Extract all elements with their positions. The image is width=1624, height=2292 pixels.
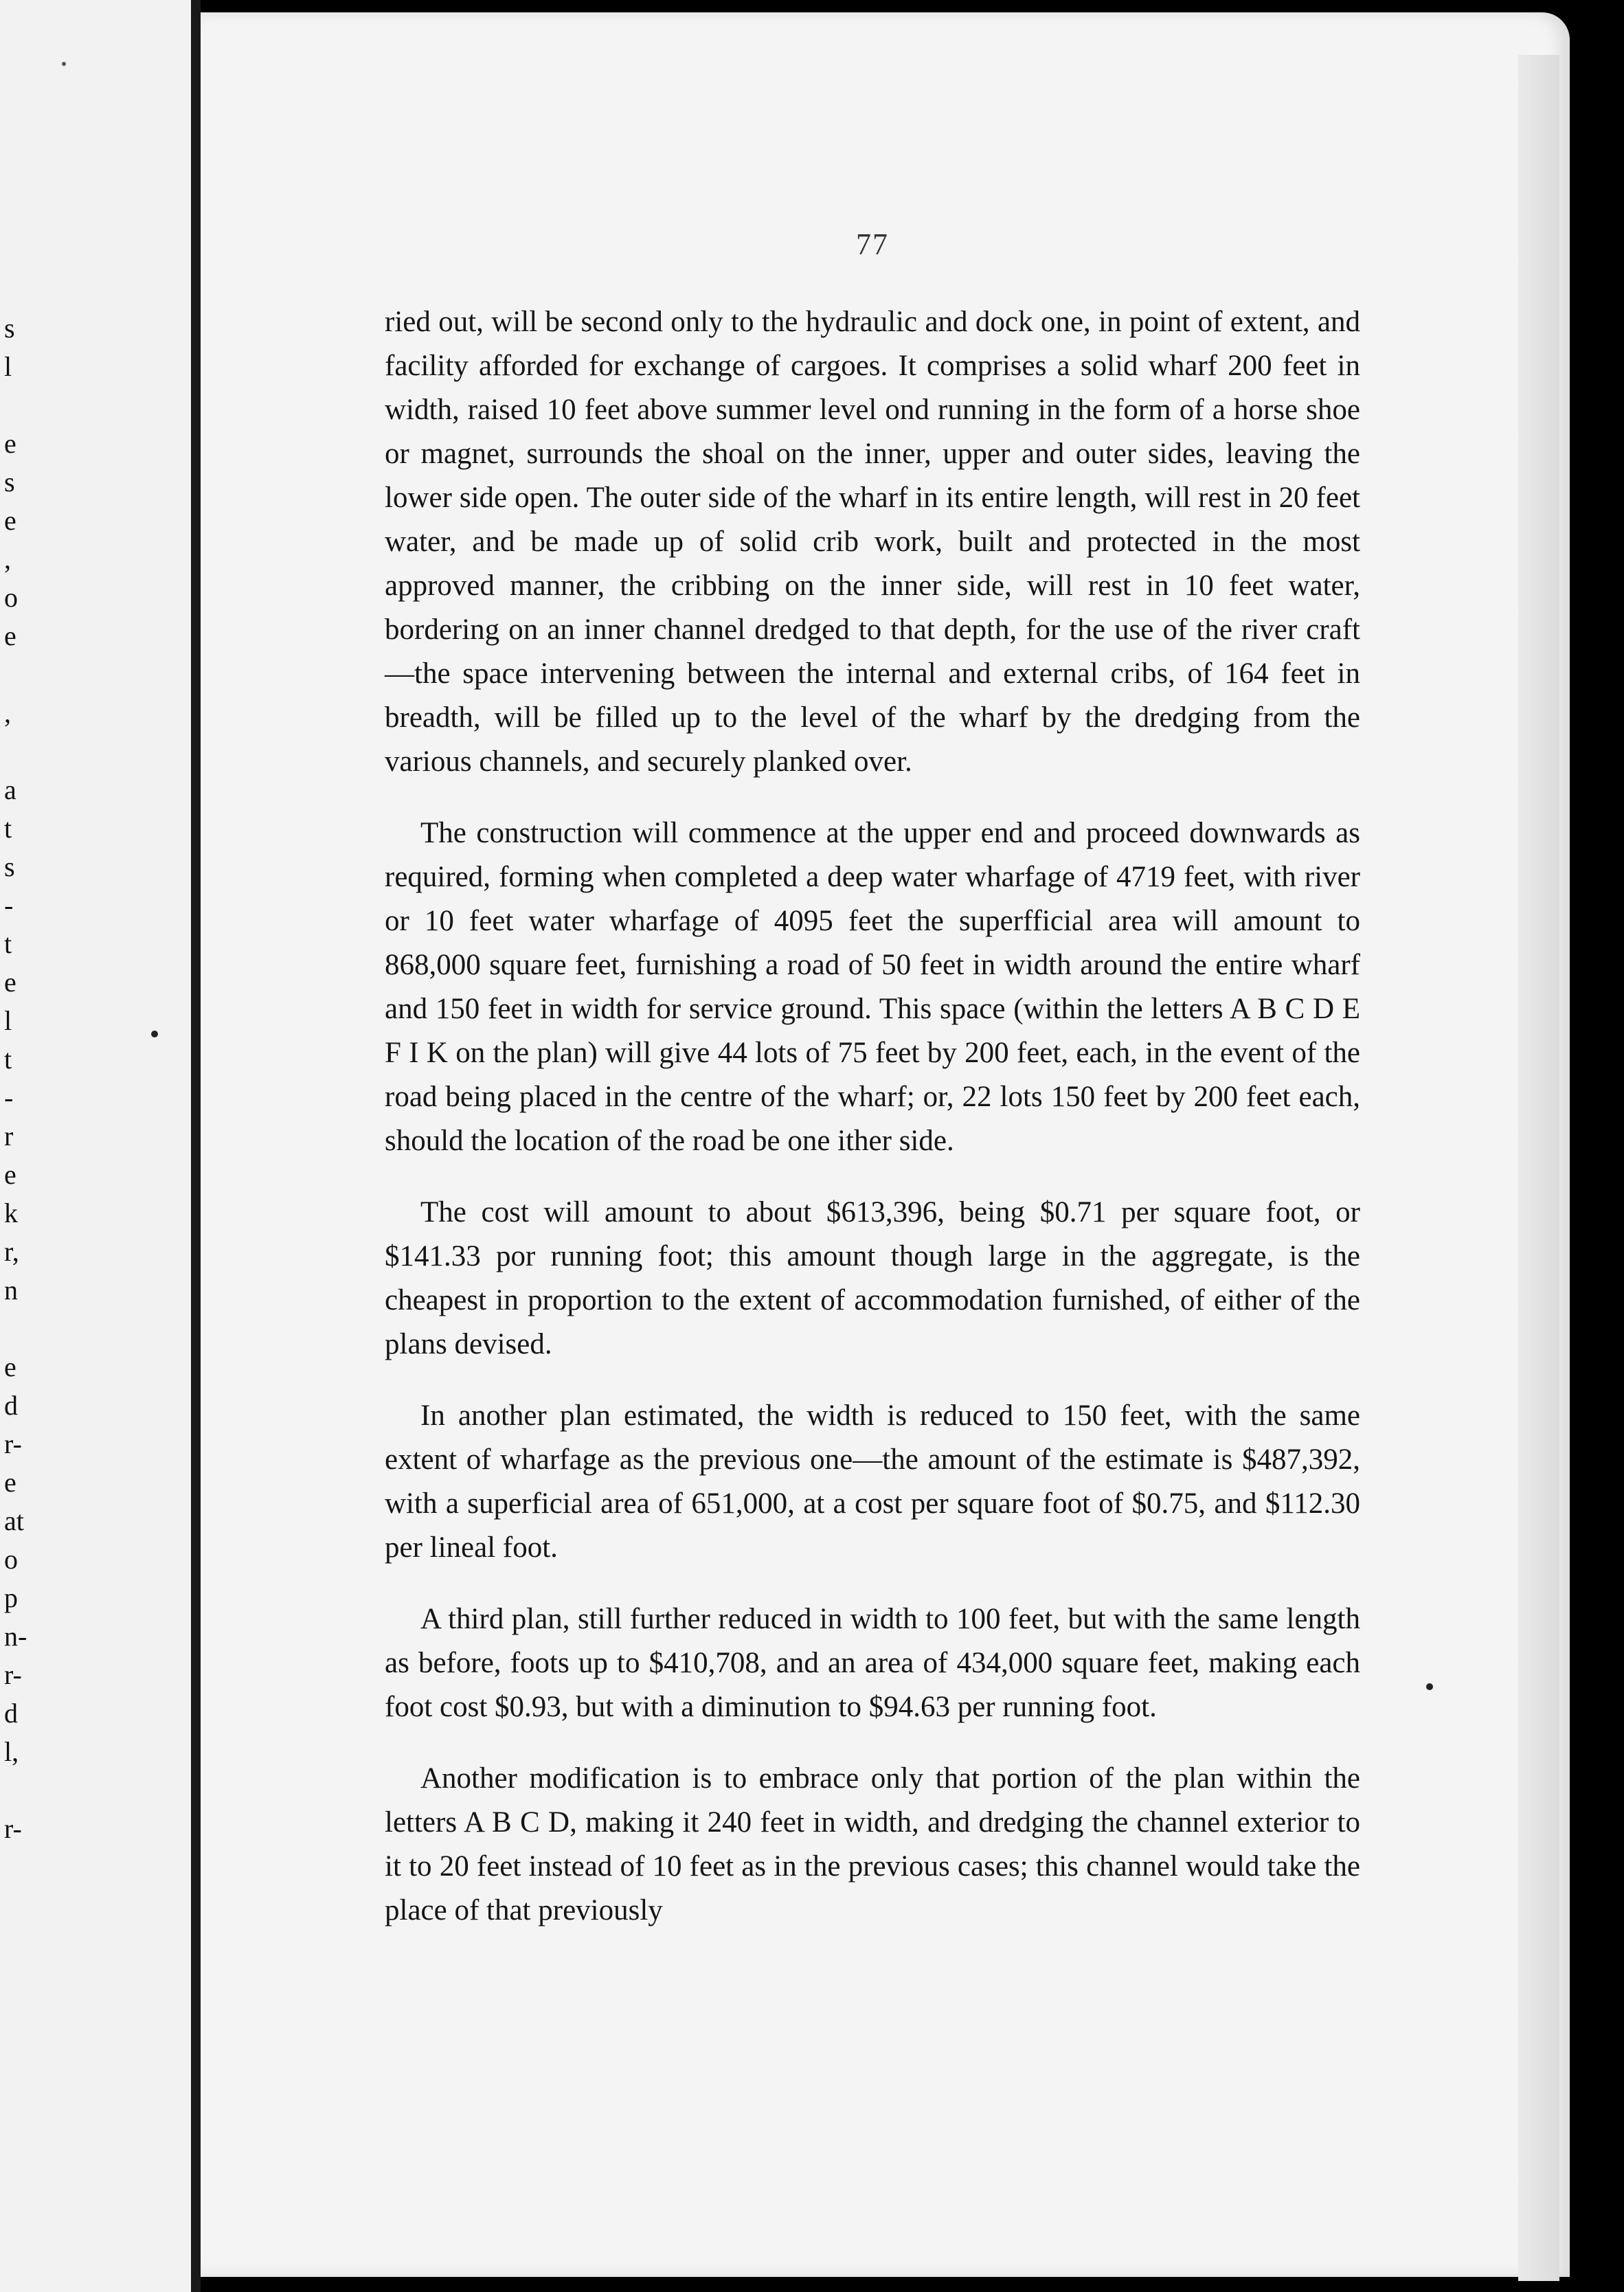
left-page (0, 0, 191, 2292)
margin-char: - (4, 1082, 14, 1113)
margin-char: e (4, 967, 16, 998)
margin-char (4, 732, 45, 771)
stray-ink-mark (151, 1031, 158, 1037)
left-page-margin-text (4, 309, 45, 1848)
margin-char: d (4, 1390, 18, 1421)
paragraph: The construction will commence at the upper end and proceed downwards as required, forming when completed a deep water wharfage of 4719 feet, with river or 10 feet water wharfage of 4095 feet the superfficial area will amount to 868,000 square feet, furnishing a road of 50 feet in width around the entire wharf and 150 feet in width for service ground. This space (within the letters A B C D E F I K on the plan) will give 44 lots of 75 feet by 200 feet, each, in the event of the road being placed in the centre of the wharf; or, 22 lots 150 feet by 200 feet each, should the location of the road be one ither side. (385, 817, 1360, 1157)
paragraph: In another plan estimated, the width is reduced to 150 feet, with the same extent of wharfage as the previous one—the amount of the estimate is $487,392, with a superficial area of 651,000, at a cost per square foot of $0.75, and $112.30 per lineal foot. (385, 1400, 1360, 1564)
margin-char: e (4, 505, 16, 536)
margin-char: t (4, 813, 12, 844)
margin-char (4, 386, 45, 425)
margin-char: e (4, 1159, 16, 1190)
margin-char: at (4, 1505, 24, 1536)
margin-char: e (4, 1467, 16, 1498)
margin-char: n- (4, 1621, 27, 1652)
margin-char: e (4, 620, 16, 651)
margin-char: d (4, 1698, 18, 1729)
margin-char: t (4, 1044, 12, 1075)
margin-char: a (4, 774, 16, 805)
margin-char: l (4, 351, 12, 382)
margin-char: e (4, 428, 16, 459)
margin-char: - (4, 890, 14, 921)
margin-char: e (4, 1351, 16, 1382)
margin-char: p (4, 1582, 18, 1613)
paragraph: Another modification is to embrace only that portion of the plan within the letters A B C D, making it 240 feet in width, and dredging the channel exterior to it to 20 feet instead of 10 feet as in the previous cases; this channel would take the place of that previously (385, 1762, 1360, 1926)
margin-char: o (4, 1544, 18, 1575)
paragraph: ried out, will be second only to the hydraulic and dock one, in point of extent, and facility afforded for exchange of cargoes. It comprises a solid wharf 200 feet in width, raised 10 feet above summer level ond running in the form of a horse shoe or magnet, surrounds the shoal on the inner, upper and outer sides, leaving the lower side open. The outer side of the wharf in its entire length, will rest in 20 feet water, and be made up of solid crib work, built and protected in the most approved manner, the cribbing on the inner side, will rest in 10 feet water, bordering on an inner channel dredged to that depth, for the use of the river craft—the space intervening between the internal and external cribs, of 164 feet in breadth, will be filled up to the level of the wharf by the dredging from the various channels, and securely planked over. (385, 306, 1360, 778)
paragraph: A third plan, still further reduced in width to 100 feet, but with the same length as before, foots up to $410,708, and an area of 434,000 square feet, making each foot cost $0.93, but with a diminution to $94.63 per running foot. (385, 1603, 1360, 1723)
margin-char: n (4, 1274, 18, 1305)
margin-char: r, (4, 1236, 19, 1267)
book-gutter (191, 0, 201, 2292)
margin-char: r- (4, 1428, 22, 1459)
margin-char: r- (4, 1659, 22, 1690)
margin-char: s (4, 851, 15, 882)
margin-char (4, 1310, 45, 1348)
margin-char: l (4, 1005, 12, 1036)
margin-char: , (4, 543, 11, 574)
margin-char: r (4, 1121, 14, 1151)
paragraph: The cost will amount to about $613,396, being $0.71 per square foot, or $141.33 por running foot; this amount though large in the aggregate, is the cheapest in proportion to the extent of accommodation furnished, of either of the plans devised. (385, 1196, 1360, 1360)
page-edge (1518, 55, 1559, 2281)
margin-char: , (4, 697, 11, 728)
margin-char: t (4, 928, 12, 959)
margin-char: r- (4, 1813, 22, 1844)
paper-speck (62, 62, 66, 66)
stray-ink-mark (1426, 1683, 1433, 1690)
margin-char: k (4, 1198, 18, 1228)
margin-char (4, 655, 45, 694)
page-text (385, 227, 1360, 1960)
page-number: 77 (856, 227, 889, 261)
margin-char: o (4, 582, 18, 613)
margin-char: s (4, 313, 15, 344)
margin-char: s (4, 467, 15, 497)
margin-char (4, 1771, 45, 1810)
margin-char: l, (4, 1736, 19, 1767)
